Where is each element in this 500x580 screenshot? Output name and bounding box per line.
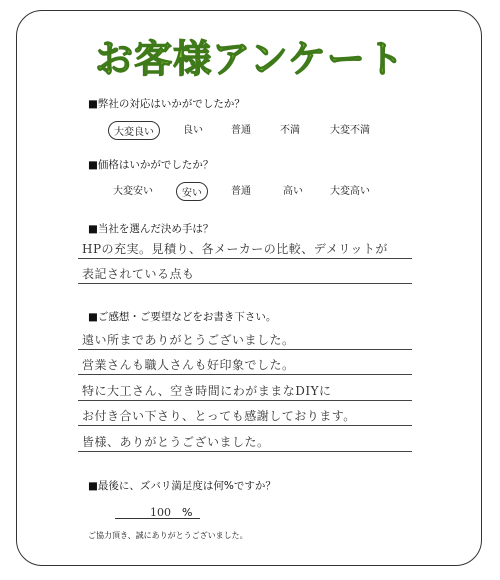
satisfaction-unit: % <box>182 506 193 519</box>
question-1-label: ■弊社の対応はいかがでしたか？ <box>88 98 245 110</box>
satisfaction-rule <box>115 518 200 519</box>
q2-option-very-cheap[interactable]: 大変安い <box>113 186 153 197</box>
q1-option-good[interactable]: 良い <box>183 125 203 136</box>
footer-thanks: ご協力頂き、誠にありがとうございました。 <box>88 531 248 540</box>
q2-option-cheap[interactable]: 安い <box>176 182 208 201</box>
q3-answer-line-1: HPの充実。見積り、各メーカーの比較、デメリットが <box>82 242 388 256</box>
q3-answer-line-2: 表記されている点も <box>82 267 195 281</box>
q2-option-expensive[interactable]: 高い <box>283 186 303 197</box>
answer-rule <box>78 451 412 452</box>
q1-option-very-good[interactable]: 大変良い <box>108 121 160 140</box>
survey-title: お客様アンケート <box>95 37 405 81</box>
question-5-label: ■最後に、ズバリ満足度は何%ですか？ <box>88 480 276 492</box>
q4-answer-line-4: お付き合い下さり、とっても感謝しております。 <box>82 409 356 423</box>
answer-rule <box>78 258 412 259</box>
answer-rule <box>78 400 412 401</box>
q1-option-dissatisfied[interactable]: 不満 <box>280 125 300 136</box>
question-3-label: ■当社を選んだ決め手は？ <box>88 223 214 235</box>
question-2-label: ■価格はいかがでしたか？ <box>88 159 214 171</box>
q1-option-normal[interactable]: 普通 <box>231 125 251 136</box>
answer-rule <box>78 283 412 284</box>
answer-rule <box>78 374 412 375</box>
q4-answer-line-3: 特に大工さん、空き時間にわがままなDIYに <box>82 384 332 398</box>
question-4-label: ■ご感想・ご要望などをお書き下さい。 <box>88 311 277 323</box>
q1-option-very-dissatisfied[interactable]: 大変不満 <box>330 125 370 136</box>
answer-rule <box>78 425 412 426</box>
q2-option-normal[interactable]: 普通 <box>231 186 251 197</box>
satisfaction-value: 100 <box>150 506 171 519</box>
q4-answer-line-1: 遠い所までありがとうございました。 <box>82 333 295 347</box>
q4-answer-line-2: 営業さんも職人さんも好印象でした。 <box>82 358 295 372</box>
q2-option-very-expensive[interactable]: 大変高い <box>330 186 370 197</box>
q4-answer-line-5: 皆様、ありがとうございました。 <box>82 435 270 449</box>
answer-rule <box>78 349 412 350</box>
